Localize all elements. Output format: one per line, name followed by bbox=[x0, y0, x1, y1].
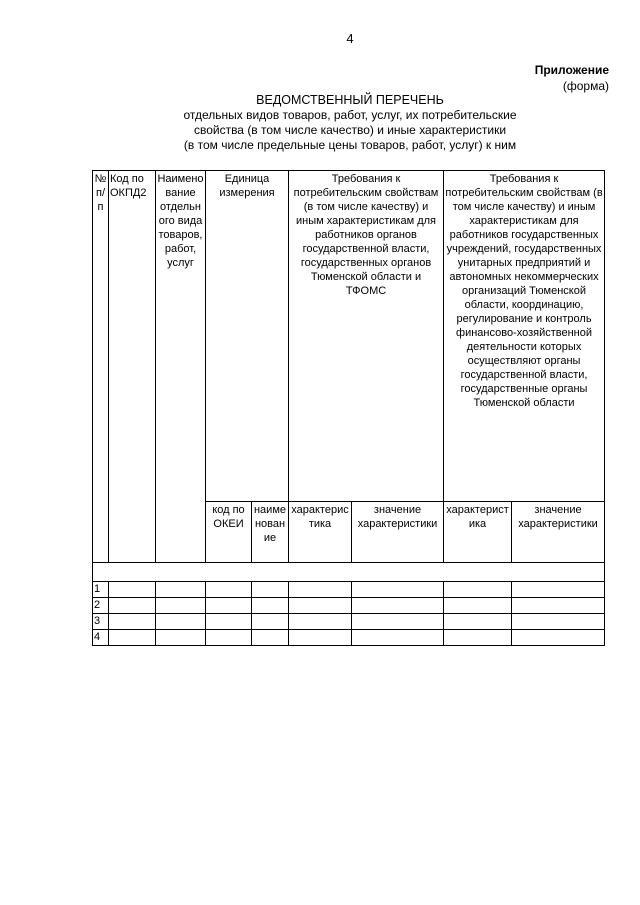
table-cell bbox=[109, 598, 156, 614]
table-cell bbox=[156, 630, 206, 646]
title-line-3: свойства (в том числе качество) и иные характеристики bbox=[193, 123, 507, 137]
subheader-val-2: значение характеристики bbox=[512, 502, 605, 563]
table-cell bbox=[156, 582, 206, 598]
subheader-val-1: значение характеристики bbox=[352, 502, 444, 563]
table-cell bbox=[512, 582, 605, 598]
table-cell bbox=[444, 582, 512, 598]
table-cell bbox=[252, 598, 289, 614]
blank-row bbox=[93, 563, 605, 582]
row-number: 1 bbox=[93, 582, 109, 598]
table-cell bbox=[512, 598, 605, 614]
table-cell bbox=[206, 614, 252, 630]
table-cell bbox=[289, 598, 352, 614]
table-cell bbox=[109, 582, 156, 598]
row-number: 2 bbox=[93, 598, 109, 614]
appendix-label: Приложение bbox=[534, 63, 609, 77]
table-cell bbox=[444, 598, 512, 614]
table-cell bbox=[289, 630, 352, 646]
table-cell bbox=[289, 614, 352, 630]
table-cell bbox=[512, 614, 605, 630]
appendix-form: (форма) bbox=[562, 79, 609, 93]
table-cell bbox=[109, 630, 156, 646]
header-name: Наименование отдельного вида товаров, работ, услуг bbox=[156, 171, 206, 563]
table-cell bbox=[252, 630, 289, 646]
table-cell bbox=[289, 582, 352, 598]
header-row bbox=[93, 171, 605, 502]
table-cell bbox=[512, 630, 605, 646]
table-cell bbox=[352, 614, 444, 630]
table-row bbox=[93, 582, 605, 598]
header-okpd: Код по ОКПД2 bbox=[109, 171, 156, 563]
table-cell bbox=[206, 598, 252, 614]
table-row bbox=[93, 598, 605, 614]
appendix-block bbox=[535, 62, 609, 94]
table-cell bbox=[156, 614, 206, 630]
subheader-char-1: характеристика bbox=[289, 502, 352, 563]
table-cell bbox=[206, 582, 252, 598]
perechen-table bbox=[92, 170, 605, 646]
blank-cell bbox=[93, 563, 605, 582]
numbered-rows bbox=[93, 582, 605, 646]
table-row bbox=[93, 630, 605, 646]
page-number: 4 bbox=[346, 31, 354, 46]
subheader-char-2: характеристика bbox=[444, 502, 512, 563]
header-req-inst: Требования к потребительским свойствам (в том числе качеству) и иным характеристикам для работников государственных учреждений, государственных унитарных предприятий и автономных некоммерческих организаций Тюменской области, координацию, регулирование и контроль финансово-хозяйственной деятельности которых осуществляют органы государственной власти, государственные органы Тюменской области bbox=[444, 171, 605, 502]
subheader-unit-name: наименование bbox=[252, 502, 289, 563]
table-cell bbox=[252, 582, 289, 598]
table-row bbox=[93, 614, 605, 630]
row-number: 4 bbox=[93, 630, 109, 646]
table-cell bbox=[252, 614, 289, 630]
table-cell bbox=[352, 630, 444, 646]
header-req-gov: Требования к потребительским свойствам (в том числе качеству) и иным характеристикам для работников органов государственной власти, государственных органов Тюменской области и ТФОМС bbox=[289, 171, 444, 502]
title-line-1: ВЕДОМСТВЕННЫЙ ПЕРЕЧЕНЬ bbox=[256, 93, 444, 107]
title-line-2: отдельных видов товаров, работ, услуг, их потребительские bbox=[183, 108, 517, 122]
document-title bbox=[168, 93, 532, 153]
header-num: № п/п bbox=[93, 171, 109, 563]
title-line-4: (в том числе предельные цены товаров, работ, услуг) к ним bbox=[183, 138, 517, 152]
subheader-okei: код по ОКЕИ bbox=[206, 502, 252, 563]
table-cell bbox=[444, 630, 512, 646]
table-cell bbox=[156, 598, 206, 614]
table-cell bbox=[352, 582, 444, 598]
table-cell bbox=[444, 614, 512, 630]
table-cell bbox=[109, 614, 156, 630]
header-unit: Единица измерения bbox=[206, 171, 289, 502]
table-cell bbox=[206, 630, 252, 646]
table-cell bbox=[352, 598, 444, 614]
row-number: 3 bbox=[93, 614, 109, 630]
